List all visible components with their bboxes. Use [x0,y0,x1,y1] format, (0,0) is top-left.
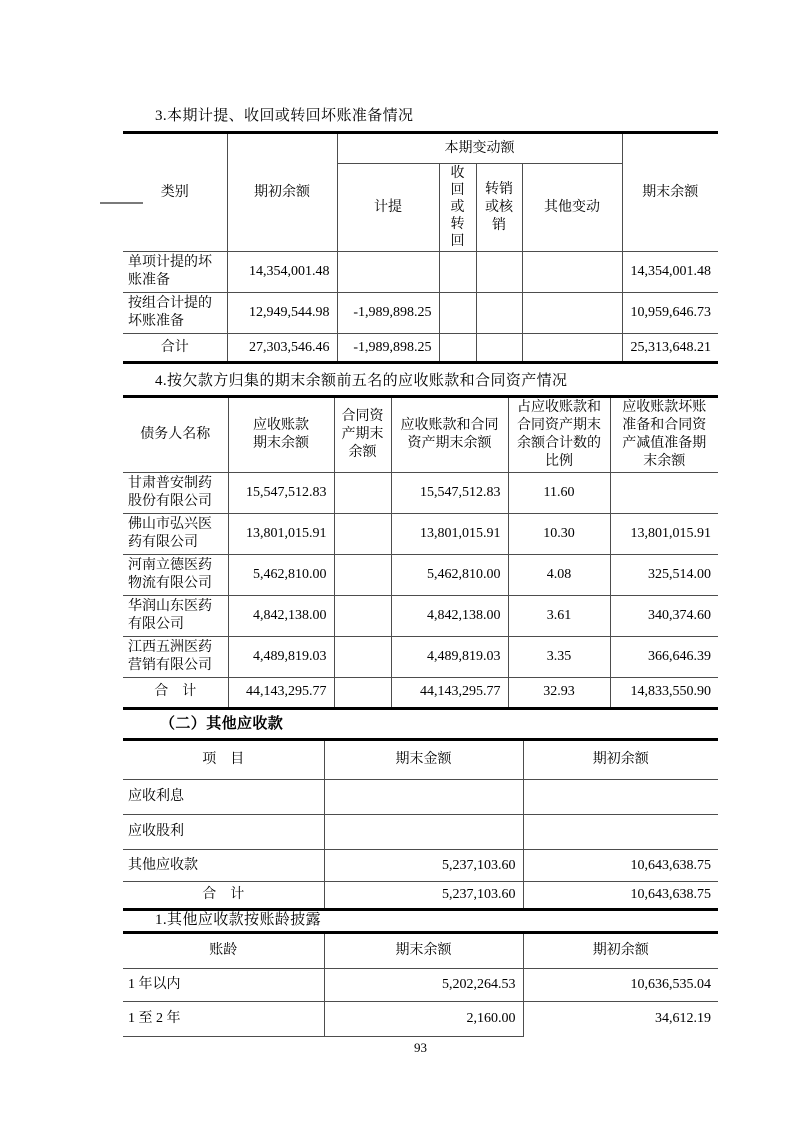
page-number: 93 [414,1040,427,1055]
table-row [123,969,718,1002]
cell-contract-asset-closing [334,636,391,677]
cell-provision-closing: 14,833,550.90 [610,677,718,708]
cell-item: 合 计 [123,882,324,910]
cell-category: 合计 [123,334,227,363]
cell-ratio: 3.61 [508,595,610,636]
cell-written-off [476,252,522,293]
cell-item: 应收利息 [123,780,324,815]
cell-provision-closing [610,472,718,513]
cell-opening-balance [523,780,718,815]
cell-opening-balance [523,815,718,850]
cell-debtor-name: 合 计 [123,677,228,708]
cell-closing-balance: 14,354,001.48 [622,252,718,293]
table-row [123,850,718,882]
table-header-row [123,133,718,164]
cell-ar-closing: 44,143,295.77 [228,677,334,708]
table-row [123,815,718,850]
table-row [123,252,718,293]
vertical-header-text: 收回或转回 [450,166,465,250]
cell-other-changes [522,252,622,293]
table-header-row [123,397,718,473]
table-row [123,595,718,636]
cell-ar-and-ca-closing: 4,489,819.03 [391,636,508,677]
cell-ar-closing: 4,842,138.00 [228,595,334,636]
table-header-row [123,933,718,969]
cell-ar-and-ca-closing: 5,462,810.00 [391,554,508,595]
cell-closing-balance: 2,160.00 [324,1002,523,1037]
table-total-row [123,677,718,708]
table-header-row [123,740,718,780]
header-other-changes: 其他变动 [522,164,622,252]
table-total-row [123,334,718,363]
cell-opening-balance: 27,303,546.46 [227,334,337,363]
cell-debtor-name: 佛山市弘兴医药有限公司 [123,513,228,554]
cell-category: 按组合计提的坏账准备 [123,293,227,334]
cell-accrual: -1,989,898.25 [337,293,439,334]
aging-table [123,931,718,1037]
cell-opening-balance: 34,612.19 [655,1011,711,1027]
cell-ar-and-ca-closing: 4,842,138.00 [391,595,508,636]
cell-written-off [476,334,522,363]
cell-accrual: -1,989,898.25 [337,334,439,363]
header-ratio [508,397,610,473]
cell-ar-and-ca-closing: 44,143,295.77 [391,677,508,708]
cell-contract-asset-closing [334,513,391,554]
section-heading-bad-debt-provision: 3.本期计提、收回或转回坏账准备情况 [155,108,414,124]
header-provision-closing [610,397,718,473]
cell-closing-amount: 5,237,103.60 [324,850,523,882]
header-closing-balance: 期末余额 [622,133,718,252]
header-opening-balance: 期初余额 [523,740,718,780]
cell-ar-closing: 5,462,810.00 [228,554,334,595]
cell-closing-balance: 5,202,264.53 [324,969,523,1002]
cell-provision-closing: 325,514.00 [610,554,718,595]
cell-contract-asset-closing [334,554,391,595]
section-heading-aging-disclosure: 1.其他应收款按账龄披露 [155,912,322,928]
cell-opening-balance: 12,949,544.98 [227,293,337,334]
cell-ratio: 11.60 [508,472,610,513]
header-opening-balance: 期初余额 [227,133,337,252]
cell-closing-amount [324,815,523,850]
cell-closing-amount [324,780,523,815]
cell-provision-closing: 13,801,015.91 [610,513,718,554]
header-text: 合同资产期末余额 [341,408,384,460]
table-row [123,636,718,677]
cell-ratio: 4.08 [508,554,610,595]
table-row [123,1002,718,1037]
cell-closing-balance: 25,313,648.21 [622,334,718,363]
cell-aging: 1 年以内 [123,969,324,1002]
cell-other-changes [522,334,622,363]
header-item: 项 目 [123,740,324,780]
header-text: 应收账款期末余额 [252,417,309,451]
cell-debtor-name: 江西五洲医药营销有限公司 [123,636,228,677]
cell-closing-amount: 5,237,103.60 [324,882,523,910]
cell-ratio: 10.30 [508,513,610,554]
cell-item: 应收股利 [123,815,324,850]
cell-ratio: 3.35 [508,636,610,677]
header-accrual: 计提 [337,164,439,252]
cell-debtor-name: 华润山东医药有限公司 [123,595,228,636]
header-text: 转销或核销 [484,181,513,233]
cell-item: 其他应收款 [123,850,324,882]
cell-ratio: 32.93 [508,677,610,708]
table-row [123,513,718,554]
cell-opening-balance: 10,636,535.04 [523,969,718,1002]
cell-debtor-name: 河南立德医药物流有限公司 [123,554,228,595]
other-receivables-table [123,738,718,911]
cell-ar-and-ca-closing: 15,547,512.83 [391,472,508,513]
cell-recovered [439,334,476,363]
cell-opening-balance: 10,643,638.75 [523,882,718,910]
table-row [123,780,718,815]
header-text: 占应收账款和合同资产期末余额合计数的比例 [517,400,601,469]
cell-contract-asset-closing [334,595,391,636]
header-recovered-or-reversed [439,164,476,252]
cell-opening-balance: 10,643,638.75 [523,850,718,882]
table-total-row [123,882,718,910]
section-heading-top-five-debtors: 4.按欠款方归集的期末余额前五名的应收账款和合同资产情况 [155,373,568,389]
cell-other-changes [522,293,622,334]
header-text: 应收账款坏账准备和合同资产减值准备期末余额 [622,400,707,469]
cell-contract-asset-closing [334,677,391,708]
header-opening-balance: 期初余额 [523,933,718,969]
table-row [123,472,718,513]
header-aging: 账龄 [123,933,324,969]
cell-written-off [476,293,522,334]
cell-ar-closing: 15,547,512.83 [228,472,334,513]
cell-recovered [439,293,476,334]
header-current-change: 本期变动额 [337,133,622,164]
cell-provision-closing: 366,646.39 [610,636,718,677]
header-ar-and-ca-closing [391,397,508,473]
header-closing-balance: 期末余额 [324,933,523,969]
header-ar-closing [228,397,334,473]
cell-contract-asset-closing [334,472,391,513]
cell-provision-closing: 340,374.60 [610,595,718,636]
cell-closing-balance: 10,959,646.73 [622,293,718,334]
cell-accrual [337,252,439,293]
cell-ar-closing: 4,489,819.03 [228,636,334,677]
header-written-off [476,164,522,252]
cell-ar-closing: 13,801,015.91 [228,513,334,554]
cell-ar-and-ca-closing: 13,801,015.91 [391,513,508,554]
cell-aging: 1 至 2 年 [123,1002,324,1037]
header-debtor-name: 债务人名称 [123,397,228,473]
cell-debtor-name: 甘肃普安制药股份有限公司 [123,472,228,513]
header-closing-amount: 期末金额 [324,740,523,780]
bad-debt-provision-table [123,131,718,364]
top-five-debtors-table [123,395,718,710]
table-row [123,293,718,334]
section-heading-other-receivables: （二）其他应收款 [160,716,284,732]
cell-opening-balance: 14,354,001.48 [227,252,337,293]
table-row [123,554,718,595]
header-contract-asset-closing [334,397,391,473]
header-text: 应收账款和合同资产期末余额 [400,417,499,451]
header-category: 类别 [123,133,227,252]
cell-recovered [439,252,476,293]
cell-category: 单项计提的坏账准备 [123,252,227,293]
